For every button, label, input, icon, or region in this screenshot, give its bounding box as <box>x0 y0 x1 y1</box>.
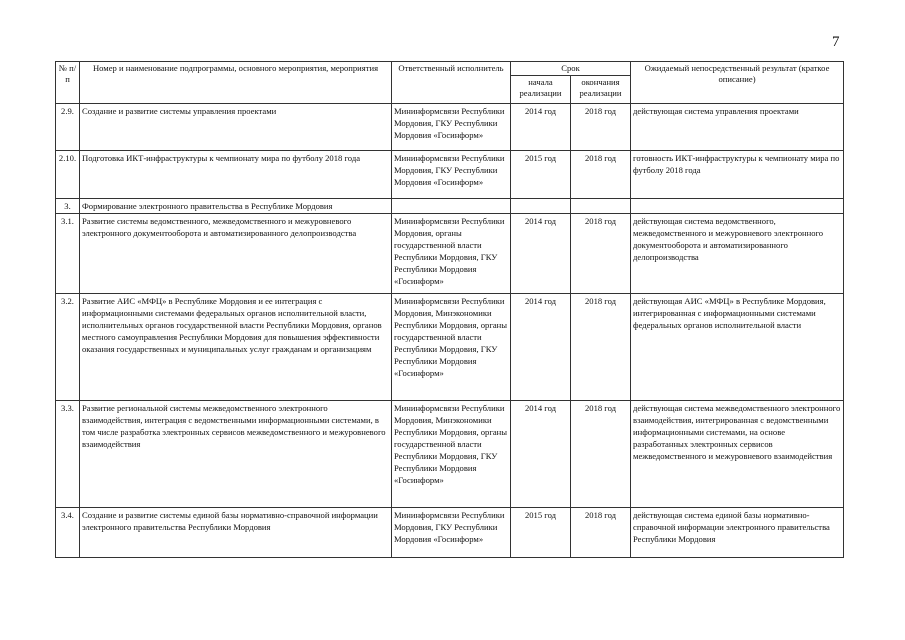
section-empty <box>392 199 511 214</box>
section-empty <box>511 199 571 214</box>
section-empty <box>571 199 631 214</box>
row-result: действующая система единой базы нормативно-справочной информации электронного правительства Республики Мордовия <box>631 508 844 558</box>
header-executor: Ответственный исполнитель <box>392 62 511 104</box>
row-name: Развитие системы ведомственного, межведомственного и межуровневого электронного документооборота и автоматизированного делопроизводства <box>80 214 392 294</box>
program-table <box>55 61 844 558</box>
row-name: Создание и развитие системы единой базы нормативно-справочной информации электронного правительства Республики Мордовия <box>80 508 392 558</box>
row-executor: Мининформсвязи Республики Мордовия, Минэкономики Республики Мордовия, органы государственной власти Республики Мордовия, ГКУ Республики Мордовия «Госинформ» <box>392 294 511 401</box>
row-result: действующая АИС «МФЦ» в Республике Мордовия, интегрированная с информационными системами федеральных органов исполнительной власти <box>631 294 844 401</box>
row-end: 2018 год <box>571 294 631 401</box>
row-start: 2015 год <box>511 151 571 199</box>
header-end: окончания реализации <box>571 76 631 104</box>
row-result: действующая система межведомственного электронного взаимодействия, интегрированная с ведомственными информационными системами, на основе разработанных электронных сервисов межведомственного и межуровневого взаимодействия <box>631 401 844 508</box>
table-row <box>56 508 844 558</box>
row-executor: Мининформсвязи Республики Мордовия, Минэкономики Республики Мордовия, органы государственной власти Республики Мордовия, ГКУ Республики Мордовия «Госинформ» <box>392 401 511 508</box>
row-end: 2018 год <box>571 151 631 199</box>
table-row <box>56 294 844 401</box>
row-start: 2014 год <box>511 104 571 151</box>
row-result: действующая система управления проектами <box>631 104 844 151</box>
row-result: действующая система ведомственного, межведомственного и межуровневого электронного документооборота и автоматизированного делопроизводства <box>631 214 844 294</box>
header-term: Срок <box>511 62 631 76</box>
row-start: 2014 год <box>511 214 571 294</box>
row-executor: Мининформсвязи Республики Мордовия, ГКУ Республики Мордовия «Госинформ» <box>392 104 511 151</box>
header-result: Ожидаемый непосредственный результат (краткое описание) <box>631 62 844 104</box>
row-result: готовность ИКТ-инфраструктуры к чемпионату мира по футболу 2018 года <box>631 151 844 199</box>
section-empty <box>631 199 844 214</box>
row-end: 2018 год <box>571 508 631 558</box>
row-name: Развитие региональной системы межведомственного электронного взаимодействия, интеграция с ведомственными информационными системами, в том числе разработка электронных сервисов межведомственного и межуровневого взаимодействия <box>80 401 392 508</box>
row-name: Подготовка ИКТ-инфраструктуры к чемпионату мира по футболу 2018 года <box>80 151 392 199</box>
row-name: Развитие АИС «МФЦ» в Республике Мордовия и ее интеграция с информационными системами федеральных органов исполнительной власти, исполнительных органов государственной власти Республики Мордовия, органов местного самоуправления Республики Мордовия для повышения эффективности оказания государственных и муниципальных услуг гражданам и организациям <box>80 294 392 401</box>
row-end: 2018 год <box>571 104 631 151</box>
page-number: 7 <box>832 34 840 50</box>
section-title: Формирование электронного правительства в Республике Мордовия <box>80 199 392 214</box>
table-row <box>56 401 844 508</box>
table-header <box>56 62 844 104</box>
row-num: 2.9. <box>56 104 80 151</box>
row-start: 2014 год <box>511 401 571 508</box>
row-end: 2018 год <box>571 401 631 508</box>
section-row <box>56 199 844 214</box>
table-body <box>56 104 844 558</box>
row-end: 2018 год <box>571 214 631 294</box>
row-num: 3.2. <box>56 294 80 401</box>
table-row <box>56 214 844 294</box>
row-name: Создание и развитие системы управления проектами <box>80 104 392 151</box>
row-num: 3.4. <box>56 508 80 558</box>
header-start: начала реализации <box>511 76 571 104</box>
row-num: 2.10. <box>56 151 80 199</box>
header-num: № п/п <box>56 62 80 104</box>
row-start: 2014 год <box>511 294 571 401</box>
row-start: 2015 год <box>511 508 571 558</box>
table-row <box>56 104 844 151</box>
row-num: 3.1. <box>56 214 80 294</box>
row-executor: Мининформсвязи Республики Мордовия, ГКУ Республики Мордовия «Госинформ» <box>392 151 511 199</box>
section-num: 3. <box>56 199 80 214</box>
row-executor: Мининформсвязи Республики Мордовия, ГКУ Республики Мордовия «Госинформ» <box>392 508 511 558</box>
row-num: 3.3. <box>56 401 80 508</box>
row-executor: Мининформсвязи Республики Мордовия, органы государственной власти Республики Мордовия, ГКУ Республики Мордовия «Госинформ» <box>392 214 511 294</box>
header-name: Номер и наименование подпрограммы, основного мероприятия, мероприятия <box>80 62 392 104</box>
table-row <box>56 151 844 199</box>
